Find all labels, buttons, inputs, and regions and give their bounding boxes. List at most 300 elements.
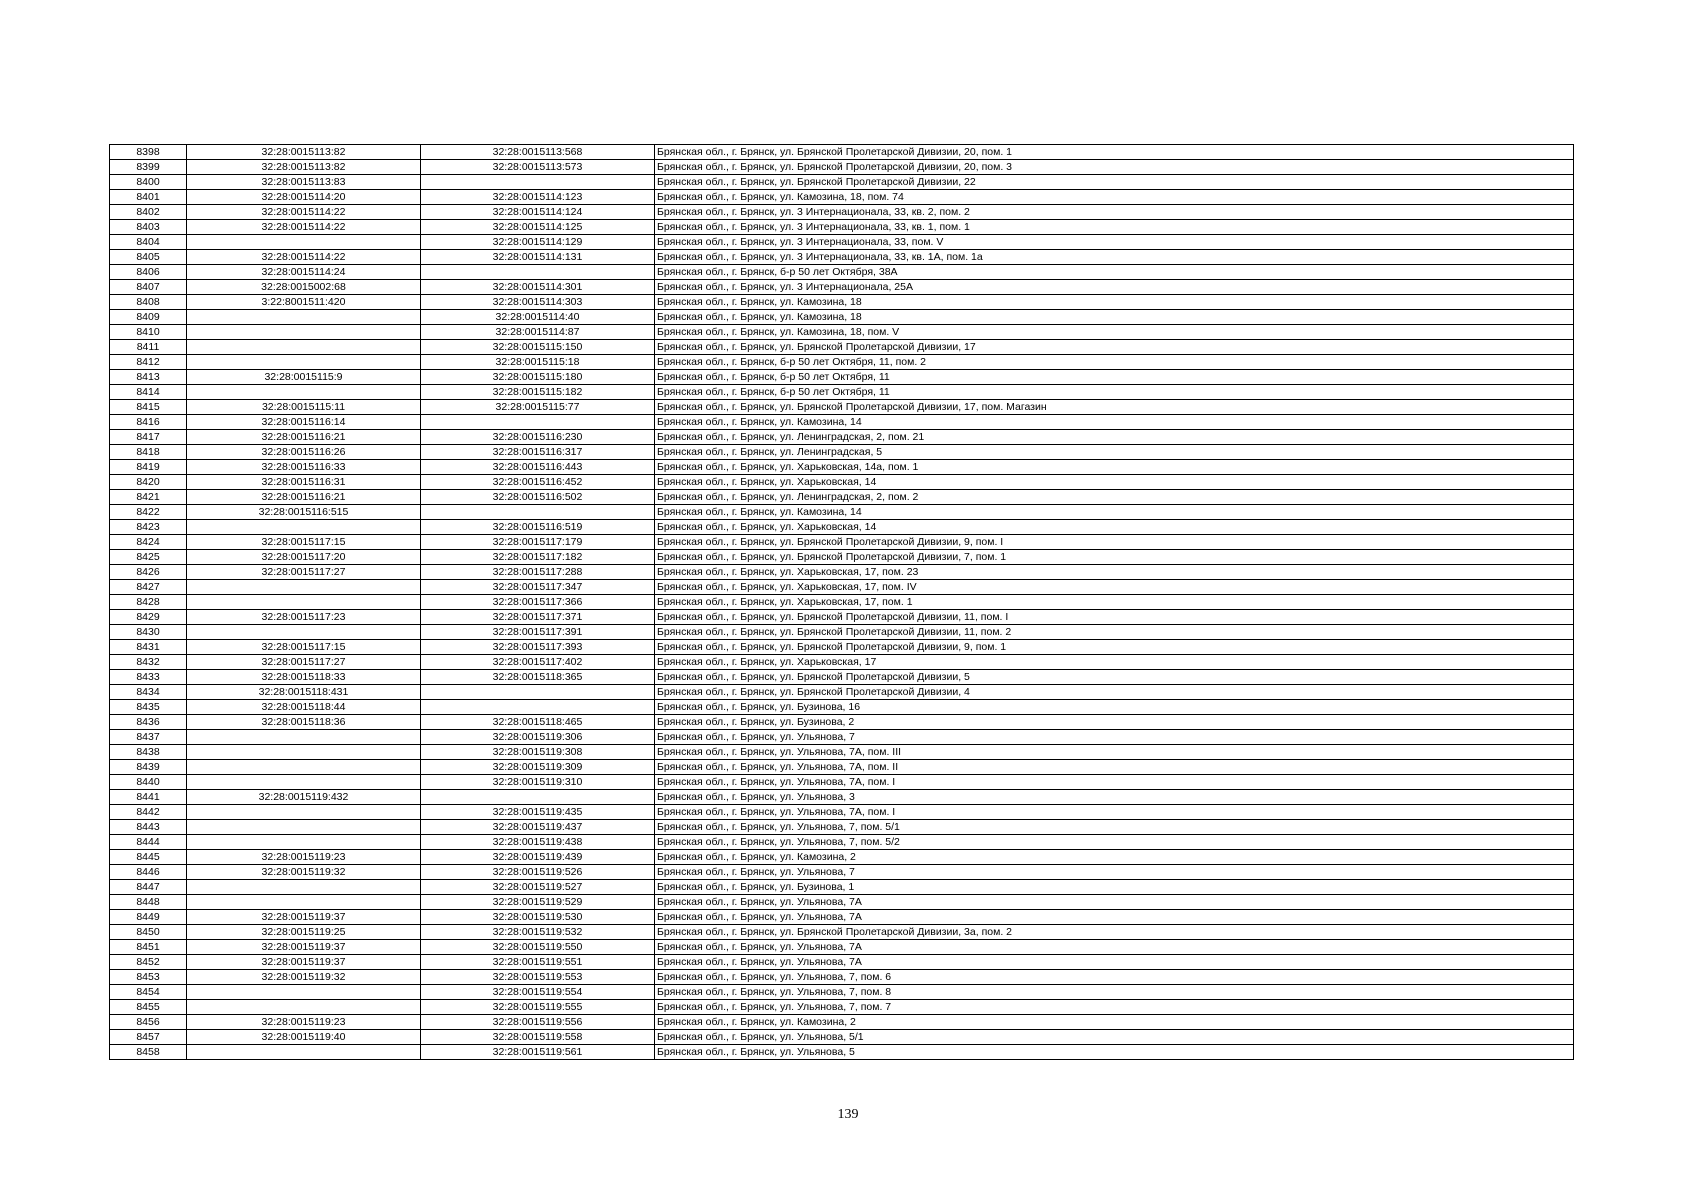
row-number-cell: 8443 xyxy=(110,820,187,835)
address-cell: Брянская обл., г. Брянск, б-р 50 лет Октября, 11 xyxy=(655,385,1574,400)
row-number-cell: 8413 xyxy=(110,370,187,385)
cadastral-number-cell: 32:28:0015119:23 xyxy=(187,850,421,865)
cadastral-number-cell xyxy=(187,325,421,340)
row-number-cell: 8446 xyxy=(110,865,187,880)
cadastral-number-cell xyxy=(187,1045,421,1060)
object-cadastral-number-cell: 32:28:0015117:402 xyxy=(421,655,655,670)
address-cell: Брянская обл., г. Брянск, ул. Ульянова, 3 xyxy=(655,790,1574,805)
cadastral-number-cell: 32:28:0015114:22 xyxy=(187,205,421,220)
address-cell: Брянская обл., г. Брянск, ул. 3 Интернационала, 33, кв. 1А, пом. 1а xyxy=(655,250,1574,265)
address-cell: Брянская обл., г. Брянск, ул. Брянской Пролетарской Дивизии, 7, пом. 1 xyxy=(655,550,1574,565)
table-row xyxy=(110,745,1574,760)
address-cell: Брянская обл., г. Брянск, ул. Ульянова, 7, пом. 6 xyxy=(655,970,1574,985)
cadastral-number-cell: 32:28:0015119:32 xyxy=(187,865,421,880)
object-cadastral-number-cell: 32:28:0015116:317 xyxy=(421,445,655,460)
table-row xyxy=(110,295,1574,310)
cadastral-number-cell: 32:28:0015115:9 xyxy=(187,370,421,385)
address-cell: Брянская обл., г. Брянск, ул. Камозина, 18, пом. V xyxy=(655,325,1574,340)
table-row xyxy=(110,985,1574,1000)
table-row xyxy=(110,190,1574,205)
object-cadastral-number-cell: 32:28:0015119:561 xyxy=(421,1045,655,1060)
address-cell: Брянская обл., г. Брянск, ул. Бузинова, 2 xyxy=(655,715,1574,730)
address-cell: Брянская обл., г. Брянск, ул. Ленинградская, 2, пом. 21 xyxy=(655,430,1574,445)
table-row xyxy=(110,850,1574,865)
row-number-cell: 8449 xyxy=(110,910,187,925)
address-cell: Брянская обл., г. Брянск, ул. Ульянова, 7, пом. 8 xyxy=(655,985,1574,1000)
address-cell: Брянская обл., г. Брянск, ул. Ульянова, 7А, пом. I xyxy=(655,805,1574,820)
table-row xyxy=(110,925,1574,940)
cadastral-number-cell xyxy=(187,340,421,355)
row-number-cell: 8425 xyxy=(110,550,187,565)
cadastral-number-cell xyxy=(187,880,421,895)
cadastral-number-cell: 32:28:0015116:33 xyxy=(187,460,421,475)
row-number-cell: 8453 xyxy=(110,970,187,985)
table-row xyxy=(110,895,1574,910)
object-cadastral-number-cell: 32:28:0015118:365 xyxy=(421,670,655,685)
row-number-cell: 8431 xyxy=(110,640,187,655)
row-number-cell: 8430 xyxy=(110,625,187,640)
address-cell: Брянская обл., г. Брянск, ул. Брянской Пролетарской Дивизии, 20, пом. 1 xyxy=(655,145,1574,160)
object-cadastral-number-cell: 32:28:0015113:573 xyxy=(421,160,655,175)
row-number-cell: 8435 xyxy=(110,700,187,715)
table-row xyxy=(110,805,1574,820)
table-row xyxy=(110,235,1574,250)
table-row xyxy=(110,670,1574,685)
table-row xyxy=(110,820,1574,835)
object-cadastral-number-cell: 32:28:0015119:550 xyxy=(421,940,655,955)
address-cell: Брянская обл., г. Брянск, ул. Брянской Пролетарской Дивизии, 11, пом. I xyxy=(655,610,1574,625)
row-number-cell: 8429 xyxy=(110,610,187,625)
row-number-cell: 8424 xyxy=(110,535,187,550)
table-row xyxy=(110,790,1574,805)
row-number-cell: 8434 xyxy=(110,685,187,700)
table-row xyxy=(110,310,1574,325)
object-cadastral-number-cell: 32:28:0015113:568 xyxy=(421,145,655,160)
cadastral-number-cell: 32:28:0015114:22 xyxy=(187,250,421,265)
address-cell: Брянская обл., г. Брянск, ул. Ульянова, 7А xyxy=(655,940,1574,955)
table-row xyxy=(110,1030,1574,1045)
table-row xyxy=(110,520,1574,535)
row-number-cell: 8416 xyxy=(110,415,187,430)
cadastral-number-cell xyxy=(187,835,421,850)
cadastral-number-cell: 32:28:0015116:31 xyxy=(187,475,421,490)
cadastral-table xyxy=(109,144,1574,1060)
table-row xyxy=(110,865,1574,880)
object-cadastral-number-cell: 32:28:0015116:230 xyxy=(421,430,655,445)
address-cell: Брянская обл., г. Брянск, ул. Камозина, 18 xyxy=(655,310,1574,325)
object-cadastral-number-cell: 32:28:0015119:551 xyxy=(421,955,655,970)
cadastral-number-cell xyxy=(187,745,421,760)
address-cell: Брянская обл., г. Брянск, ул. Ульянова, 7 xyxy=(655,865,1574,880)
object-cadastral-number-cell xyxy=(421,700,655,715)
object-cadastral-number-cell: 32:28:0015114:123 xyxy=(421,190,655,205)
cadastral-number-cell xyxy=(187,520,421,535)
row-number-cell: 8417 xyxy=(110,430,187,445)
address-cell: Брянская обл., г. Брянск, ул. Ленинградская, 5 xyxy=(655,445,1574,460)
address-cell: Брянская обл., г. Брянск, ул. Харьковская, 17, пом. 1 xyxy=(655,595,1574,610)
address-cell: Брянская обл., г. Брянск, ул. Ленинградская, 2, пом. 2 xyxy=(655,490,1574,505)
object-cadastral-number-cell: 32:28:0015119:437 xyxy=(421,820,655,835)
row-number-cell: 8433 xyxy=(110,670,187,685)
address-cell: Брянская обл., г. Брянск, ул. Харьковская, 14 xyxy=(655,475,1574,490)
object-cadastral-number-cell: 32:28:0015114:129 xyxy=(421,235,655,250)
object-cadastral-number-cell: 32:28:0015119:435 xyxy=(421,805,655,820)
cadastral-number-cell xyxy=(187,385,421,400)
cadastral-number-cell: 32:28:0015119:37 xyxy=(187,910,421,925)
object-cadastral-number-cell: 32:28:0015117:182 xyxy=(421,550,655,565)
row-number-cell: 8403 xyxy=(110,220,187,235)
cadastral-number-cell xyxy=(187,355,421,370)
row-number-cell: 8406 xyxy=(110,265,187,280)
address-cell: Брянская обл., г. Брянск, ул. Камозина, 18, пом. 74 xyxy=(655,190,1574,205)
table-row xyxy=(110,1015,1574,1030)
table-row xyxy=(110,490,1574,505)
object-cadastral-number-cell: 32:28:0015119:529 xyxy=(421,895,655,910)
table-row xyxy=(110,580,1574,595)
table-row xyxy=(110,880,1574,895)
object-cadastral-number-cell: 32:28:0015114:303 xyxy=(421,295,655,310)
row-number-cell: 8401 xyxy=(110,190,187,205)
address-cell: Брянская обл., г. Брянск, ул. Бузинова, 16 xyxy=(655,700,1574,715)
table-row xyxy=(110,595,1574,610)
cadastral-number-cell: 32:28:0015118:33 xyxy=(187,670,421,685)
table-row xyxy=(110,565,1574,580)
cadastral-number-cell: 32:28:0015118:44 xyxy=(187,700,421,715)
table-row xyxy=(110,910,1574,925)
object-cadastral-number-cell: 32:28:0015119:532 xyxy=(421,925,655,940)
object-cadastral-number-cell: 32:28:0015119:306 xyxy=(421,730,655,745)
object-cadastral-number-cell: 32:28:0015114:125 xyxy=(421,220,655,235)
object-cadastral-number-cell: 32:28:0015117:366 xyxy=(421,595,655,610)
table-row xyxy=(110,475,1574,490)
row-number-cell: 8421 xyxy=(110,490,187,505)
address-cell: Брянская обл., г. Брянск, ул. Харьковская, 17, пом. 23 xyxy=(655,565,1574,580)
table-row xyxy=(110,355,1574,370)
cadastral-number-cell: 32:28:0015113:83 xyxy=(187,175,421,190)
row-number-cell: 8454 xyxy=(110,985,187,1000)
row-number-cell: 8422 xyxy=(110,505,187,520)
object-cadastral-number-cell xyxy=(421,415,655,430)
address-cell: Брянская обл., г. Брянск, ул. Ульянова, 7А xyxy=(655,955,1574,970)
object-cadastral-number-cell: 32:28:0015115:180 xyxy=(421,370,655,385)
object-cadastral-number-cell: 32:28:0015119:526 xyxy=(421,865,655,880)
address-cell: Брянская обл., г. Брянск, ул. Брянской Пролетарской Дивизии, 17, пом. Магазин xyxy=(655,400,1574,415)
address-cell: Брянская обл., г. Брянск, ул. Харьковская, 14а, пом. 1 xyxy=(655,460,1574,475)
table-row xyxy=(110,505,1574,520)
row-number-cell: 8408 xyxy=(110,295,187,310)
object-cadastral-number-cell: 32:28:0015118:465 xyxy=(421,715,655,730)
cadastral-number-cell: 32:28:0015119:432 xyxy=(187,790,421,805)
row-number-cell: 8445 xyxy=(110,850,187,865)
object-cadastral-number-cell: 32:28:0015114:40 xyxy=(421,310,655,325)
address-cell: Брянская обл., г. Брянск, ул. Ульянова, 7А, пом. III xyxy=(655,745,1574,760)
row-number-cell: 8440 xyxy=(110,775,187,790)
address-cell: Брянская обл., г. Брянск, б-р 50 лет Октября, 11, пом. 2 xyxy=(655,355,1574,370)
cadastral-number-cell: 32:28:0015114:20 xyxy=(187,190,421,205)
cadastral-number-cell xyxy=(187,595,421,610)
row-number-cell: 8423 xyxy=(110,520,187,535)
address-cell: Брянская обл., г. Брянск, ул. Харьковская, 17, пом. IV xyxy=(655,580,1574,595)
table-row xyxy=(110,175,1574,190)
object-cadastral-number-cell: 32:28:0015117:347 xyxy=(421,580,655,595)
table-row xyxy=(110,385,1574,400)
row-number-cell: 8420 xyxy=(110,475,187,490)
page-number: 139 xyxy=(837,1107,859,1122)
table-row xyxy=(110,205,1574,220)
row-number-cell: 8405 xyxy=(110,250,187,265)
object-cadastral-number-cell: 32:28:0015119:558 xyxy=(421,1030,655,1045)
address-cell: Брянская обл., г. Брянск, ул. 3 Интернационала, 33, кв. 2, пом. 2 xyxy=(655,205,1574,220)
cadastral-number-cell: 32:28:0015119:25 xyxy=(187,925,421,940)
table-row xyxy=(110,220,1574,235)
cadastral-number-cell: 32:28:0015113:82 xyxy=(187,145,421,160)
address-cell: Брянская обл., г. Брянск, ул. 3 Интернационала, 25А xyxy=(655,280,1574,295)
cadastral-number-cell xyxy=(187,895,421,910)
cadastral-number-cell: 32:28:0015119:37 xyxy=(187,940,421,955)
row-number-cell: 8456 xyxy=(110,1015,187,1030)
address-cell: Брянская обл., г. Брянск, ул. Ульянова, 5 xyxy=(655,1045,1574,1060)
address-cell: Брянская обл., г. Брянск, ул. Камозина, 14 xyxy=(655,415,1574,430)
row-number-cell: 8398 xyxy=(110,145,187,160)
table-row xyxy=(110,970,1574,985)
table-row xyxy=(110,550,1574,565)
table-row xyxy=(110,400,1574,415)
address-cell: Брянская обл., г. Брянск, б-р 50 лет Октября, 38А xyxy=(655,265,1574,280)
address-cell: Брянская обл., г. Брянск, ул. Ульянова, 7А xyxy=(655,895,1574,910)
row-number-cell: 8411 xyxy=(110,340,187,355)
object-cadastral-number-cell: 32:28:0015119:554 xyxy=(421,985,655,1000)
address-cell: Брянская обл., г. Брянск, ул. Камозина, 2 xyxy=(655,1015,1574,1030)
row-number-cell: 8427 xyxy=(110,580,187,595)
row-number-cell: 8457 xyxy=(110,1030,187,1045)
row-number-cell: 8412 xyxy=(110,355,187,370)
row-number-cell: 8432 xyxy=(110,655,187,670)
address-cell: Брянская обл., г. Брянск, ул. Камозина, 2 xyxy=(655,850,1574,865)
table-row xyxy=(110,325,1574,340)
object-cadastral-number-cell: 32:28:0015114:87 xyxy=(421,325,655,340)
address-cell: Брянская обл., г. Брянск, ул. Камозина, 18 xyxy=(655,295,1574,310)
object-cadastral-number-cell: 32:28:0015117:391 xyxy=(421,625,655,640)
row-number-cell: 8441 xyxy=(110,790,187,805)
cadastral-number-cell: 32:28:0015117:15 xyxy=(187,535,421,550)
object-cadastral-number-cell xyxy=(421,265,655,280)
object-cadastral-number-cell xyxy=(421,790,655,805)
cadastral-number-cell: 32:28:0015117:23 xyxy=(187,610,421,625)
object-cadastral-number-cell xyxy=(421,505,655,520)
table-row xyxy=(110,940,1574,955)
row-number-cell: 8450 xyxy=(110,925,187,940)
address-cell: Брянская обл., г. Брянск, ул. Брянской Пролетарской Дивизии, 20, пом. 3 xyxy=(655,160,1574,175)
cadastral-number-cell: 32:28:0015117:15 xyxy=(187,640,421,655)
object-cadastral-number-cell: 32:28:0015116:443 xyxy=(421,460,655,475)
row-number-cell: 8418 xyxy=(110,445,187,460)
cadastral-number-cell: 32:28:0015116:21 xyxy=(187,430,421,445)
address-cell: Брянская обл., г. Брянск, ул. Брянской Пролетарской Дивизии, 4 xyxy=(655,685,1574,700)
cadastral-number-cell: 32:28:0015116:21 xyxy=(187,490,421,505)
table-row xyxy=(110,265,1574,280)
cadastral-number-cell xyxy=(187,805,421,820)
cadastral-number-cell: 32:28:0015116:26 xyxy=(187,445,421,460)
object-cadastral-number-cell: 32:28:0015116:502 xyxy=(421,490,655,505)
table-row xyxy=(110,145,1574,160)
object-cadastral-number-cell: 32:28:0015119:310 xyxy=(421,775,655,790)
address-cell: Брянская обл., г. Брянск, ул. Ульянова, 7 xyxy=(655,730,1574,745)
object-cadastral-number-cell: 32:28:0015115:77 xyxy=(421,400,655,415)
row-number-cell: 8428 xyxy=(110,595,187,610)
cadastral-number-cell xyxy=(187,310,421,325)
row-number-cell: 8400 xyxy=(110,175,187,190)
object-cadastral-number-cell: 32:28:0015116:452 xyxy=(421,475,655,490)
row-number-cell: 8399 xyxy=(110,160,187,175)
row-number-cell: 8402 xyxy=(110,205,187,220)
object-cadastral-number-cell: 32:28:0015119:530 xyxy=(421,910,655,925)
row-number-cell: 8419 xyxy=(110,460,187,475)
address-cell: Брянская обл., г. Брянск, ул. Ульянова, 7, пом. 5/2 xyxy=(655,835,1574,850)
cadastral-number-cell: 32:28:0015119:37 xyxy=(187,955,421,970)
cadastral-number-cell: 32:28:0015119:23 xyxy=(187,1015,421,1030)
table-row xyxy=(110,1045,1574,1060)
object-cadastral-number-cell: 32:28:0015117:393 xyxy=(421,640,655,655)
object-cadastral-number-cell: 32:28:0015115:18 xyxy=(421,355,655,370)
row-number-cell: 8447 xyxy=(110,880,187,895)
table-row xyxy=(110,655,1574,670)
row-number-cell: 8404 xyxy=(110,235,187,250)
table-row xyxy=(110,955,1574,970)
cadastral-number-cell: 32:28:0015118:431 xyxy=(187,685,421,700)
object-cadastral-number-cell: 32:28:0015119:438 xyxy=(421,835,655,850)
address-cell: Брянская обл., г. Брянск, ул. Брянской Пролетарской Дивизии, 5 xyxy=(655,670,1574,685)
object-cadastral-number-cell: 32:28:0015119:553 xyxy=(421,970,655,985)
cadastral-number-cell xyxy=(187,625,421,640)
table-row xyxy=(110,715,1574,730)
object-cadastral-number-cell xyxy=(421,175,655,190)
object-cadastral-number-cell: 32:28:0015114:124 xyxy=(421,205,655,220)
object-cadastral-number-cell: 32:28:0015117:288 xyxy=(421,565,655,580)
address-cell: Брянская обл., г. Брянск, ул. Харьковская, 14 xyxy=(655,520,1574,535)
address-cell: Брянская обл., г. Брянск, ул. Брянской Пролетарской Дивизии, 22 xyxy=(655,175,1574,190)
row-number-cell: 8451 xyxy=(110,940,187,955)
address-cell: Брянская обл., г. Брянск, ул. Брянской Пролетарской Дивизии, 17 xyxy=(655,340,1574,355)
cadastral-number-cell xyxy=(187,1000,421,1015)
cadastral-number-cell xyxy=(187,580,421,595)
table-row xyxy=(110,340,1574,355)
object-cadastral-number-cell: 32:28:0015117:371 xyxy=(421,610,655,625)
row-number-cell: 8452 xyxy=(110,955,187,970)
object-cadastral-number-cell: 32:28:0015114:131 xyxy=(421,250,655,265)
cadastral-number-cell: 32:28:0015113:82 xyxy=(187,160,421,175)
table-row xyxy=(110,835,1574,850)
address-cell: Брянская обл., г. Брянск, ул. Брянской Пролетарской Дивизии, 11, пом. 2 xyxy=(655,625,1574,640)
table-row xyxy=(110,460,1574,475)
row-number-cell: 8414 xyxy=(110,385,187,400)
object-cadastral-number-cell: 32:28:0015116:519 xyxy=(421,520,655,535)
table-row xyxy=(110,610,1574,625)
cadastral-number-cell xyxy=(187,760,421,775)
cadastral-number-cell xyxy=(187,775,421,790)
row-number-cell: 8409 xyxy=(110,310,187,325)
row-number-cell: 8438 xyxy=(110,745,187,760)
table-row xyxy=(110,685,1574,700)
object-cadastral-number-cell: 32:28:0015119:527 xyxy=(421,880,655,895)
object-cadastral-number-cell: 32:28:0015119:556 xyxy=(421,1015,655,1030)
row-number-cell: 8415 xyxy=(110,400,187,415)
table-row xyxy=(110,730,1574,745)
cadastral-number-cell: 32:28:0015116:515 xyxy=(187,505,421,520)
object-cadastral-number-cell xyxy=(421,685,655,700)
object-cadastral-number-cell: 32:28:0015119:309 xyxy=(421,760,655,775)
address-cell: Брянская обл., г. Брянск, ул. Брянской Пролетарской Дивизии, 3а, пом. 2 xyxy=(655,925,1574,940)
cadastral-number-cell: 32:28:0015114:22 xyxy=(187,220,421,235)
address-cell: Брянская обл., г. Брянск, ул. Ульянова, 7А xyxy=(655,910,1574,925)
row-number-cell: 8442 xyxy=(110,805,187,820)
cadastral-number-cell: 32:28:0015119:32 xyxy=(187,970,421,985)
row-number-cell: 8448 xyxy=(110,895,187,910)
table-row xyxy=(110,370,1574,385)
table-row xyxy=(110,700,1574,715)
object-cadastral-number-cell: 32:28:0015117:179 xyxy=(421,535,655,550)
object-cadastral-number-cell: 32:28:0015115:150 xyxy=(421,340,655,355)
cadastral-number-cell: 32:28:0015117:27 xyxy=(187,655,421,670)
address-cell: Брянская обл., г. Брянск, ул. Харьковская, 17 xyxy=(655,655,1574,670)
address-cell: Брянская обл., г. Брянск, ул. Бузинова, 1 xyxy=(655,880,1574,895)
cadastral-number-cell xyxy=(187,985,421,1000)
row-number-cell: 8410 xyxy=(110,325,187,340)
row-number-cell: 8436 xyxy=(110,715,187,730)
cadastral-number-cell: 3:22:8001511:420 xyxy=(187,295,421,310)
object-cadastral-number-cell: 32:28:0015114:301 xyxy=(421,280,655,295)
table-row xyxy=(110,760,1574,775)
table-row xyxy=(110,640,1574,655)
table-row xyxy=(110,415,1574,430)
cadastral-number-cell: 32:28:0015002:68 xyxy=(187,280,421,295)
address-cell: Брянская обл., г. Брянск, ул. Ульянова, 7, пом. 7 xyxy=(655,1000,1574,1015)
address-cell: Брянская обл., г. Брянск, ул. 3 Интернационала, 33, пом. V xyxy=(655,235,1574,250)
row-number-cell: 8455 xyxy=(110,1000,187,1015)
cadastral-number-cell: 32:28:0015117:27 xyxy=(187,565,421,580)
address-cell: Брянская обл., г. Брянск, ул. Камозина, 14 xyxy=(655,505,1574,520)
table-row xyxy=(110,160,1574,175)
cadastral-number-cell xyxy=(187,820,421,835)
row-number-cell: 8407 xyxy=(110,280,187,295)
row-number-cell: 8458 xyxy=(110,1045,187,1060)
cadastral-number-cell: 32:28:0015117:20 xyxy=(187,550,421,565)
object-cadastral-number-cell: 32:28:0015119:308 xyxy=(421,745,655,760)
cadastral-number-cell: 32:28:0015119:40 xyxy=(187,1030,421,1045)
table-row xyxy=(110,280,1574,295)
address-cell: Брянская обл., г. Брянск, ул. Ульянова, 7А, пом. II xyxy=(655,760,1574,775)
table-row xyxy=(110,775,1574,790)
address-cell: Брянская обл., г. Брянск, ул. Ульянова, 5/1 xyxy=(655,1030,1574,1045)
row-number-cell: 8439 xyxy=(110,760,187,775)
object-cadastral-number-cell: 32:28:0015119:439 xyxy=(421,850,655,865)
cadastral-number-cell: 32:28:0015118:36 xyxy=(187,715,421,730)
table-row xyxy=(110,535,1574,550)
cadastral-number-cell xyxy=(187,730,421,745)
cadastral-number-cell xyxy=(187,235,421,250)
row-number-cell: 8426 xyxy=(110,565,187,580)
address-cell: Брянская обл., г. Брянск, ул. Брянской Пролетарской Дивизии, 9, пом. 1 xyxy=(655,640,1574,655)
cadastral-number-cell: 32:28:0015114:24 xyxy=(187,265,421,280)
table-row xyxy=(110,445,1574,460)
address-cell: Брянская обл., г. Брянск, ул. Ульянова, 7, пом. 5/1 xyxy=(655,820,1574,835)
address-cell: Брянская обл., г. Брянск, б-р 50 лет Октября, 11 xyxy=(655,370,1574,385)
table-row xyxy=(110,250,1574,265)
object-cadastral-number-cell: 32:28:0015119:555 xyxy=(421,1000,655,1015)
address-cell: Брянская обл., г. Брянск, ул. Брянской Пролетарской Дивизии, 9, пом. I xyxy=(655,535,1574,550)
address-cell: Брянская обл., г. Брянск, ул. Ульянова, 7А, пом. I xyxy=(655,775,1574,790)
cadastral-number-cell: 32:28:0015115:11 xyxy=(187,400,421,415)
table-row xyxy=(110,625,1574,640)
